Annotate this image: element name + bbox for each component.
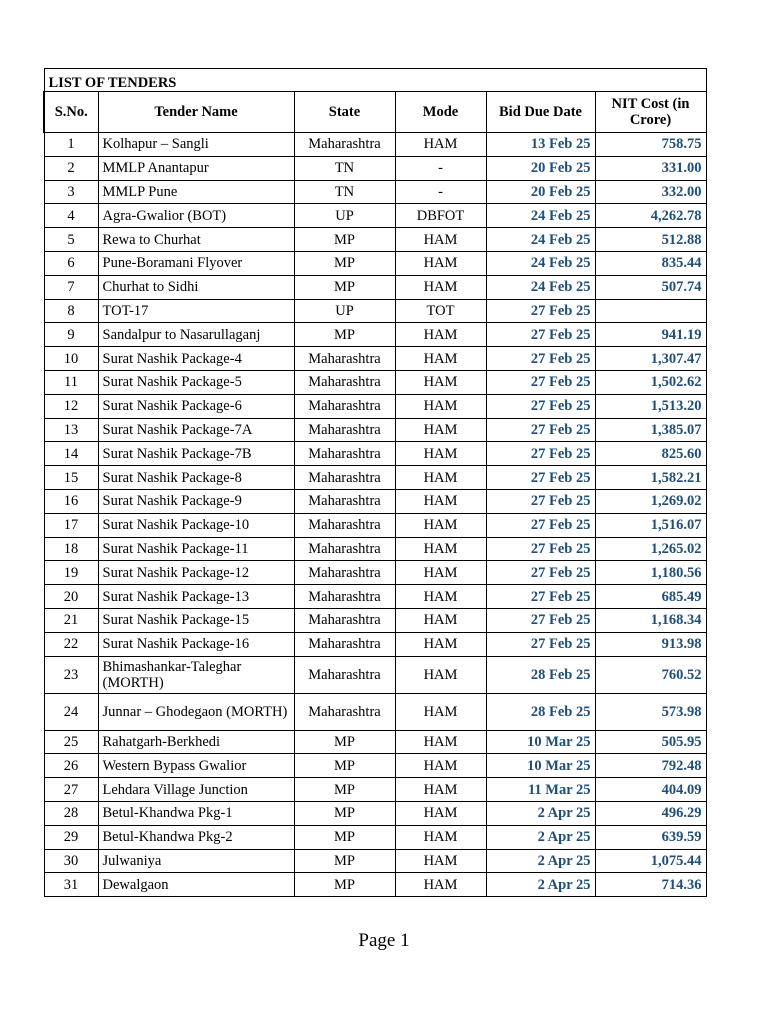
cell-bid-due-date: 27 Feb 25	[486, 418, 595, 442]
cell-sno: 4	[44, 204, 98, 228]
header-sno: S.No.	[44, 92, 98, 133]
cell-bid-due-date: 28 Feb 25	[486, 656, 595, 693]
table-row	[44, 825, 706, 849]
cell-tender-name: Surat Nashik Package-11	[98, 537, 294, 561]
cell-bid-due-date: 27 Feb 25	[486, 489, 595, 513]
cell-mode: TOT	[395, 299, 486, 323]
cell-bid-due-date: 27 Feb 25	[486, 585, 595, 609]
cell-mode: HAM	[395, 442, 486, 466]
cell-tender-name: MMLP Anantapur	[98, 156, 294, 180]
header-state: State	[294, 92, 395, 133]
cell-sno: 29	[44, 825, 98, 849]
cell-nit-cost: 685.49	[595, 585, 706, 609]
cell-bid-due-date: 27 Feb 25	[486, 561, 595, 585]
cell-bid-due-date: 13 Feb 25	[486, 133, 595, 157]
cell-sno: 21	[44, 608, 98, 632]
cell-nit-cost: 1,513.20	[595, 394, 706, 418]
cell-tender-name: Surat Nashik Package-4	[98, 347, 294, 371]
cell-mode: -	[395, 180, 486, 204]
header-mode: Mode	[395, 92, 486, 133]
cell-tender-name: Surat Nashik Package-9	[98, 489, 294, 513]
cell-state: Maharashtra	[294, 585, 395, 609]
cell-tender-name: Surat Nashik Package-5	[98, 370, 294, 394]
cell-bid-due-date: 27 Feb 25	[486, 442, 595, 466]
cell-bid-due-date: 27 Feb 25	[486, 394, 595, 418]
cell-mode: HAM	[395, 873, 486, 897]
cell-state: Maharashtra	[294, 513, 395, 537]
cell-sno: 12	[44, 394, 98, 418]
cell-tender-name: MMLP Pune	[98, 180, 294, 204]
cell-bid-due-date: 27 Feb 25	[486, 347, 595, 371]
cell-mode: DBFOT	[395, 204, 486, 228]
table-row	[44, 585, 706, 609]
cell-nit-cost	[595, 299, 706, 323]
cell-state: Maharashtra	[294, 693, 395, 730]
cell-sno: 27	[44, 778, 98, 802]
cell-tender-name: Surat Nashik Package-13	[98, 585, 294, 609]
cell-mode: HAM	[395, 228, 486, 252]
cell-bid-due-date: 20 Feb 25	[486, 156, 595, 180]
cell-bid-due-date: 27 Feb 25	[486, 323, 595, 347]
cell-tender-name: Surat Nashik Package-12	[98, 561, 294, 585]
cell-sno: 16	[44, 489, 98, 513]
cell-state: UP	[294, 204, 395, 228]
cell-mode: HAM	[395, 778, 486, 802]
table-row	[44, 561, 706, 585]
cell-nit-cost: 505.95	[595, 730, 706, 754]
cell-tender-name: Rahatgarh-Berkhedi	[98, 730, 294, 754]
table-row	[44, 418, 706, 442]
cell-state: MP	[294, 275, 395, 299]
cell-sno: 28	[44, 801, 98, 825]
table-header-row	[44, 92, 706, 133]
cell-state: MP	[294, 251, 395, 275]
cell-bid-due-date: 10 Mar 25	[486, 730, 595, 754]
cell-nit-cost: 1,180.56	[595, 561, 706, 585]
table-row	[44, 299, 706, 323]
header-tender-name: Tender Name	[98, 92, 294, 133]
cell-state: Maharashtra	[294, 489, 395, 513]
cell-sno: 1	[44, 133, 98, 157]
cell-tender-name: Surat Nashik Package-15	[98, 608, 294, 632]
cell-bid-due-date: 24 Feb 25	[486, 251, 595, 275]
cell-tender-name: Surat Nashik Package-8	[98, 466, 294, 490]
cell-sno: 24	[44, 693, 98, 730]
cell-mode: HAM	[395, 323, 486, 347]
cell-mode: -	[395, 156, 486, 180]
cell-state: TN	[294, 156, 395, 180]
cell-nit-cost: 913.98	[595, 632, 706, 656]
cell-bid-due-date: 27 Feb 25	[486, 513, 595, 537]
cell-nit-cost: 1,385.07	[595, 418, 706, 442]
cell-state: Maharashtra	[294, 608, 395, 632]
table-row	[44, 801, 706, 825]
table-row	[44, 442, 706, 466]
cell-nit-cost: 1,502.62	[595, 370, 706, 394]
cell-tender-name: Betul-Khandwa Pkg-2	[98, 825, 294, 849]
cell-state: TN	[294, 180, 395, 204]
cell-nit-cost: 1,168.34	[595, 608, 706, 632]
cell-sno: 19	[44, 561, 98, 585]
table-row	[44, 537, 706, 561]
cell-state: MP	[294, 801, 395, 825]
cell-nit-cost: 1,075.44	[595, 849, 706, 873]
cell-tender-name: TOT-17	[98, 299, 294, 323]
cell-bid-due-date: 24 Feb 25	[486, 228, 595, 252]
cell-bid-due-date: 24 Feb 25	[486, 204, 595, 228]
cell-state: Maharashtra	[294, 370, 395, 394]
table-title: LIST OF TENDERS	[44, 69, 706, 92]
table-row	[44, 394, 706, 418]
cell-bid-due-date: 2 Apr 25	[486, 873, 595, 897]
table-row	[44, 754, 706, 778]
cell-nit-cost: 512.88	[595, 228, 706, 252]
cell-sno: 14	[44, 442, 98, 466]
cell-sno: 26	[44, 754, 98, 778]
cell-state: Maharashtra	[294, 442, 395, 466]
cell-nit-cost: 792.48	[595, 754, 706, 778]
cell-bid-due-date: 24 Feb 25	[486, 275, 595, 299]
table-row	[44, 251, 706, 275]
cell-mode: HAM	[395, 489, 486, 513]
cell-state: MP	[294, 873, 395, 897]
header-nit-cost: NIT Cost (in Crore)	[595, 92, 706, 133]
cell-tender-name: Junnar – Ghodegaon (MORTH)	[98, 693, 294, 730]
cell-sno: 18	[44, 537, 98, 561]
cell-tender-name: Kolhapur – Sangli	[98, 133, 294, 157]
header-bid-due-date: Bid Due Date	[486, 92, 595, 133]
cell-bid-due-date: 20 Feb 25	[486, 180, 595, 204]
cell-mode: HAM	[395, 370, 486, 394]
cell-nit-cost: 1,516.07	[595, 513, 706, 537]
cell-tender-name: Western Bypass Gwalior	[98, 754, 294, 778]
cell-nit-cost: 1,265.02	[595, 537, 706, 561]
cell-state: UP	[294, 299, 395, 323]
cell-tender-name: Surat Nashik Package-7B	[98, 442, 294, 466]
cell-state: MP	[294, 849, 395, 873]
table-row	[44, 347, 706, 371]
tender-sheet	[43, 68, 705, 897]
cell-mode: HAM	[395, 754, 486, 778]
table-row	[44, 133, 706, 157]
cell-state: MP	[294, 323, 395, 347]
table-row	[44, 873, 706, 897]
cell-tender-name: Surat Nashik Package-16	[98, 632, 294, 656]
cell-tender-name: Rewa to Churhat	[98, 228, 294, 252]
page-number: Page 1	[358, 930, 410, 951]
table-row	[44, 632, 706, 656]
cell-bid-due-date: 27 Feb 25	[486, 632, 595, 656]
cell-bid-due-date: 27 Feb 25	[486, 299, 595, 323]
cell-state: Maharashtra	[294, 632, 395, 656]
table-row	[44, 513, 706, 537]
cell-state: Maharashtra	[294, 347, 395, 371]
cell-sno: 8	[44, 299, 98, 323]
cell-mode: HAM	[395, 608, 486, 632]
cell-nit-cost: 1,307.47	[595, 347, 706, 371]
cell-nit-cost: 941.19	[595, 323, 706, 347]
cell-state: Maharashtra	[294, 656, 395, 693]
cell-tender-name: Surat Nashik Package-6	[98, 394, 294, 418]
cell-nit-cost: 332.00	[595, 180, 706, 204]
cell-mode: HAM	[395, 825, 486, 849]
cell-state: MP	[294, 778, 395, 802]
cell-mode: HAM	[395, 693, 486, 730]
cell-mode: HAM	[395, 585, 486, 609]
cell-mode: HAM	[395, 537, 486, 561]
cell-bid-due-date: 27 Feb 25	[486, 466, 595, 490]
table-row	[44, 275, 706, 299]
cell-state: MP	[294, 228, 395, 252]
cell-nit-cost: 639.59	[595, 825, 706, 849]
cell-nit-cost: 573.98	[595, 693, 706, 730]
cell-nit-cost: 1,269.02	[595, 489, 706, 513]
cell-sno: 20	[44, 585, 98, 609]
cell-sno: 25	[44, 730, 98, 754]
cell-sno: 13	[44, 418, 98, 442]
cell-sno: 30	[44, 849, 98, 873]
cell-tender-name: Betul-Khandwa Pkg-1	[98, 801, 294, 825]
cell-nit-cost: 758.75	[595, 133, 706, 157]
cell-mode: HAM	[395, 730, 486, 754]
cell-mode: HAM	[395, 133, 486, 157]
tender-table	[43, 68, 707, 897]
cell-bid-due-date: 27 Feb 25	[486, 608, 595, 632]
table-row	[44, 693, 706, 730]
cell-mode: HAM	[395, 251, 486, 275]
cell-tender-name: Sandalpur to Nasarullaganj	[98, 323, 294, 347]
cell-state: MP	[294, 730, 395, 754]
table-row	[44, 466, 706, 490]
cell-bid-due-date: 2 Apr 25	[486, 849, 595, 873]
cell-mode: HAM	[395, 849, 486, 873]
cell-tender-name: Surat Nashik Package-7A	[98, 418, 294, 442]
table-row	[44, 608, 706, 632]
cell-tender-name: Surat Nashik Package-10	[98, 513, 294, 537]
cell-sno: 5	[44, 228, 98, 252]
cell-tender-name: Pune-Boramani Flyover	[98, 251, 294, 275]
cell-mode: HAM	[395, 801, 486, 825]
table-row	[44, 180, 706, 204]
cell-tender-name: Lehdara Village Junction	[98, 778, 294, 802]
cell-mode: HAM	[395, 632, 486, 656]
cell-state: Maharashtra	[294, 537, 395, 561]
cell-state: Maharashtra	[294, 466, 395, 490]
cell-tender-name: Agra-Gwalior (BOT)	[98, 204, 294, 228]
table-title-row	[44, 69, 706, 92]
cell-bid-due-date: 28 Feb 25	[486, 693, 595, 730]
cell-nit-cost: 835.44	[595, 251, 706, 275]
cell-bid-due-date: 27 Feb 25	[486, 537, 595, 561]
cell-bid-due-date: 10 Mar 25	[486, 754, 595, 778]
table-row	[44, 370, 706, 394]
cell-sno: 22	[44, 632, 98, 656]
cell-mode: HAM	[395, 656, 486, 693]
table-row	[44, 228, 706, 252]
cell-mode: HAM	[395, 418, 486, 442]
cell-bid-due-date: 2 Apr 25	[486, 825, 595, 849]
cell-nit-cost: 714.36	[595, 873, 706, 897]
cell-sno: 17	[44, 513, 98, 537]
cell-sno: 2	[44, 156, 98, 180]
cell-state: Maharashtra	[294, 418, 395, 442]
cell-mode: HAM	[395, 561, 486, 585]
cell-mode: HAM	[395, 394, 486, 418]
cell-state: MP	[294, 754, 395, 778]
cell-tender-name: Churhat to Sidhi	[98, 275, 294, 299]
table-row	[44, 656, 706, 693]
cell-mode: HAM	[395, 513, 486, 537]
cell-nit-cost: 507.74	[595, 275, 706, 299]
cell-sno: 11	[44, 370, 98, 394]
table-row	[44, 323, 706, 347]
cell-state: Maharashtra	[294, 561, 395, 585]
cell-mode: HAM	[395, 347, 486, 371]
cell-tender-name: Bhimashankar-Taleghar (MORTH)	[98, 656, 294, 693]
cell-sno: 6	[44, 251, 98, 275]
cell-state: Maharashtra	[294, 394, 395, 418]
cell-nit-cost: 1,582.21	[595, 466, 706, 490]
cell-sno: 3	[44, 180, 98, 204]
cell-nit-cost: 760.52	[595, 656, 706, 693]
cell-bid-due-date: 11 Mar 25	[486, 778, 595, 802]
cell-state: MP	[294, 825, 395, 849]
table-body	[44, 133, 706, 897]
cell-nit-cost: 331.00	[595, 156, 706, 180]
cell-nit-cost: 825.60	[595, 442, 706, 466]
cell-sno: 23	[44, 656, 98, 693]
table-row	[44, 204, 706, 228]
cell-mode: HAM	[395, 466, 486, 490]
cell-tender-name: Dewalgaon	[98, 873, 294, 897]
cell-bid-due-date: 27 Feb 25	[486, 370, 595, 394]
cell-sno: 31	[44, 873, 98, 897]
cell-sno: 15	[44, 466, 98, 490]
table-row	[44, 156, 706, 180]
cell-bid-due-date: 2 Apr 25	[486, 801, 595, 825]
cell-nit-cost: 4,262.78	[595, 204, 706, 228]
cell-sno: 9	[44, 323, 98, 347]
table-row	[44, 489, 706, 513]
cell-nit-cost: 496.29	[595, 801, 706, 825]
table-row	[44, 778, 706, 802]
table-row	[44, 849, 706, 873]
cell-nit-cost: 404.09	[595, 778, 706, 802]
table-row	[44, 730, 706, 754]
cell-state: Maharashtra	[294, 133, 395, 157]
cell-mode: HAM	[395, 275, 486, 299]
cell-sno: 7	[44, 275, 98, 299]
cell-sno: 10	[44, 347, 98, 371]
cell-tender-name: Julwaniya	[98, 849, 294, 873]
